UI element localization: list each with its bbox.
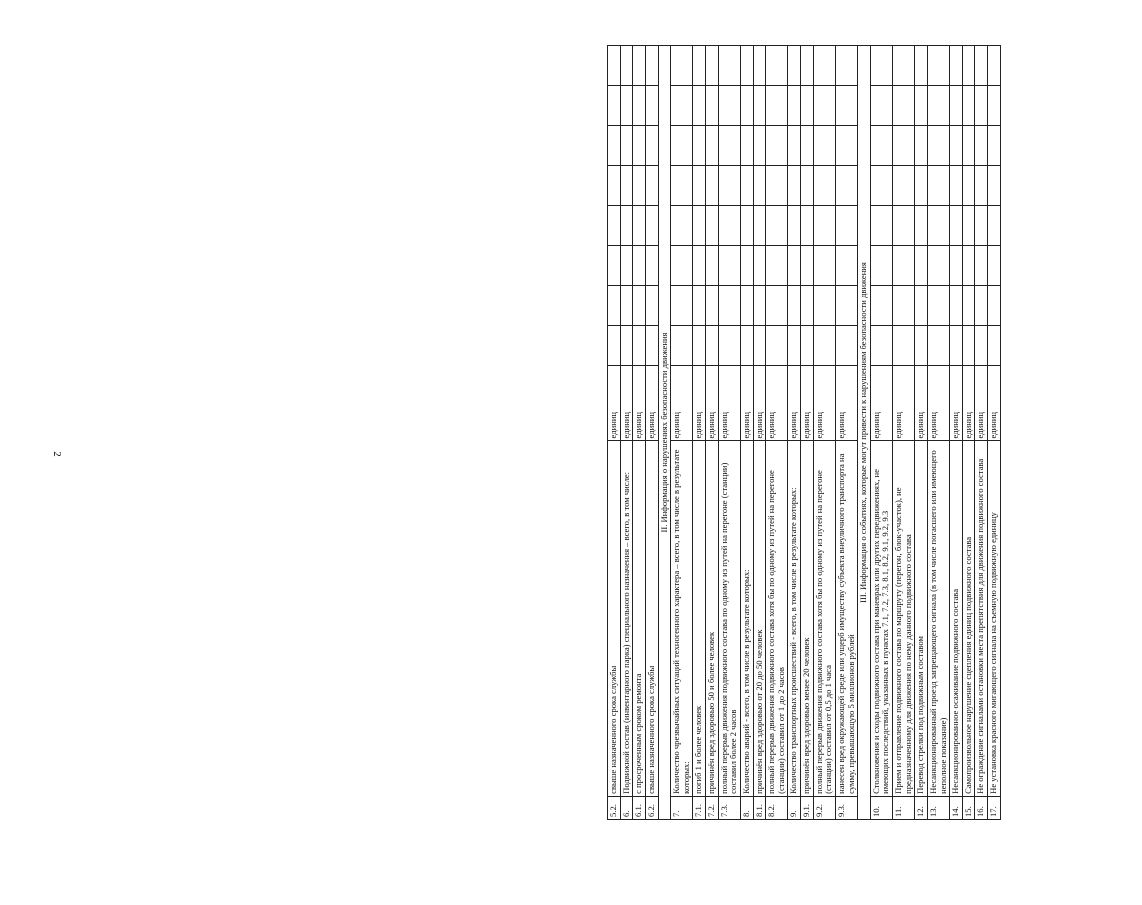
empty-cell [950,46,963,86]
empty-cell [671,285,693,325]
row-number: 9. [788,796,801,819]
row-number: 15. [962,796,975,819]
empty-cell [671,205,693,245]
empty-cell [753,126,766,166]
empty-cell [740,285,753,325]
empty-cell [835,205,857,245]
empty-cell [950,285,963,325]
empty-cell [620,165,633,205]
empty-cell [671,325,693,365]
table-row [988,46,1001,820]
table-row [975,46,988,820]
empty-cell [693,86,706,126]
rotated-table-page [607,45,1142,820]
empty-cell [718,285,740,325]
empty-cell [620,245,633,285]
row-unit: единиц [766,365,788,441]
row-number: 13. [927,796,949,819]
empty-cell [608,325,621,365]
empty-cell [766,285,788,325]
empty-cell [645,46,658,86]
empty-cell [962,325,975,365]
empty-cell [950,325,963,365]
row-number: 7. [671,796,693,819]
row-number: 5.2. [608,796,621,819]
row-number: 8. [740,796,753,819]
empty-cell [813,245,835,285]
row-number: 11. [893,796,915,819]
empty-cell [620,205,633,245]
table-row [915,46,928,820]
empty-cell [835,245,857,285]
row-number: 9.3. [835,796,857,819]
row-unit: единиц [870,365,892,441]
empty-cell [915,165,928,205]
row-name: Несанкционированный проезд запрещающего сигнала (в том числе погасшего или имеющего неполное показание) [927,441,949,796]
row-unit: единиц [915,365,928,441]
empty-cell [988,165,1001,205]
row-name: свыше назначенного срока службы [645,441,658,796]
empty-cell [620,285,633,325]
row-number: 6.2. [645,796,658,819]
empty-cell [915,46,928,86]
empty-cell [766,86,788,126]
empty-cell [753,325,766,365]
empty-cell [835,165,857,205]
row-number: 8.1. [753,796,766,819]
empty-cell [706,165,719,205]
table-row [671,46,693,820]
table-row [927,46,949,820]
empty-cell [950,165,963,205]
empty-cell [645,86,658,126]
empty-cell [988,325,1001,365]
empty-cell [975,245,988,285]
empty-cell [718,245,740,285]
empty-cell [693,325,706,365]
row-name: Самопроизвольное нарушение сцепления единиц подвижного состава [962,441,975,796]
empty-cell [962,126,975,166]
empty-cell [706,285,719,325]
row-unit: единиц [962,365,975,441]
empty-cell [813,126,835,166]
row-unit: единиц [620,365,633,441]
empty-cell [788,285,801,325]
empty-cell [813,165,835,205]
row-number: 14. [950,796,963,819]
row-number: 8.2. [766,796,788,819]
empty-cell [633,126,646,166]
empty-cell [693,126,706,166]
empty-cell [962,205,975,245]
empty-cell [950,126,963,166]
row-unit: единиц [693,365,706,441]
empty-cell [608,46,621,86]
empty-cell [645,325,658,365]
empty-cell [893,325,915,365]
table-row [788,46,801,820]
empty-cell [633,325,646,365]
table-row [608,46,621,820]
empty-cell [975,325,988,365]
row-name: Количество чрезвычайных ситуаций техногенного характера – всего, в том числе в результате которых: [671,441,693,796]
empty-cell [740,205,753,245]
empty-cell [950,86,963,126]
empty-cell [813,205,835,245]
row-name: нанесен вред окружающей среде или ущерб имуществу субъекта внеуличного транспорта на сумму, превышающую 5 миллионов рублей [835,441,857,796]
empty-cell [975,285,988,325]
row-name: Не установка красного мигающего сигнала на съемную подвижную единицу [988,441,1001,796]
empty-cell [962,86,975,126]
empty-cell [633,205,646,245]
empty-cell [693,165,706,205]
empty-cell [915,205,928,245]
section-title: II. Информация о нарушениях безопасности движения [658,46,671,820]
empty-cell [608,245,621,285]
empty-cell [766,165,788,205]
empty-cell [893,126,915,166]
page-number: 2 [50,451,63,457]
empty-cell [962,285,975,325]
row-name: свыше назначенного срока службы [608,441,621,796]
empty-cell [718,126,740,166]
table-row [962,46,975,820]
row-number: 9.1. [801,796,814,819]
empty-cell [718,325,740,365]
empty-cell [870,245,892,285]
empty-cell [988,86,1001,126]
empty-cell [633,165,646,205]
empty-cell [740,165,753,205]
row-unit: единиц [671,365,693,441]
row-number: 16. [975,796,988,819]
empty-cell [870,285,892,325]
empty-cell [801,205,814,245]
empty-cell [706,325,719,365]
row-name: Прием и отправление подвижного состава по маршруту (перегон, блок-участок), не предназначенному для движения по нему данного подвижного состава [893,441,915,796]
empty-cell [740,86,753,126]
row-name: причинён вред здоровью менее 20 человек [801,441,814,796]
table-row [740,46,753,820]
row-name: полный перерыв движения подвижного состава хотя бы по одному из путей на перегоне (станции) составил от 1 до 2 часов [766,441,788,796]
empty-cell [975,205,988,245]
section-header-row [858,46,871,820]
empty-cell [706,205,719,245]
empty-cell [718,46,740,86]
empty-cell [788,325,801,365]
table-row [801,46,814,820]
empty-cell [753,86,766,126]
empty-cell [620,86,633,126]
empty-cell [915,325,928,365]
row-number: 10. [870,796,892,819]
empty-cell [962,46,975,86]
empty-cell [706,245,719,285]
empty-cell [645,205,658,245]
empty-cell [608,285,621,325]
empty-cell [608,86,621,126]
empty-cell [608,126,621,166]
empty-cell [801,245,814,285]
empty-cell [927,46,949,86]
empty-cell [718,165,740,205]
empty-cell [633,46,646,86]
row-name: Не ограждение сигналами остановки места препятствия для движения подвижного состава [975,441,988,796]
row-number: 9.2. [813,796,835,819]
empty-cell [870,46,892,86]
empty-cell [801,126,814,166]
empty-cell [671,126,693,166]
row-name: погиб 1 и более человек [693,441,706,796]
empty-cell [915,126,928,166]
row-unit: единиц [753,365,766,441]
empty-cell [693,285,706,325]
row-number: 7.2. [706,796,719,819]
row-name: Столкновения и сходы подвижного состава при маневрах или других передвижениях, не имеющих последствий, указанных в пунктах 7.1, 7.2, 7.3, 8.1, 8.2, 9.1, 9.2, 9.3 [870,441,892,796]
empty-cell [915,285,928,325]
row-name: причинён вред здоровью 50 и более человек [706,441,719,796]
empty-cell [608,165,621,205]
empty-cell [718,205,740,245]
empty-cell [988,126,1001,166]
empty-cell [706,126,719,166]
empty-cell [633,245,646,285]
empty-cell [706,46,719,86]
empty-cell [835,126,857,166]
empty-cell [870,325,892,365]
empty-cell [788,126,801,166]
empty-cell [645,165,658,205]
empty-cell [927,205,949,245]
empty-cell [633,86,646,126]
row-unit: единиц [788,365,801,441]
empty-cell [893,245,915,285]
empty-cell [671,245,693,285]
row-number: 17. [988,796,1001,819]
row-number: 7.1. [693,796,706,819]
empty-cell [927,165,949,205]
empty-cell [950,245,963,285]
empty-cell [608,205,621,245]
empty-cell [988,285,1001,325]
empty-cell [788,205,801,245]
row-unit: единиц [718,365,740,441]
empty-cell [645,245,658,285]
table-row [693,46,706,820]
table-row [645,46,658,820]
empty-cell [927,325,949,365]
row-number: 6. [620,796,633,819]
row-name: Перевод стрелки под подвижным составом [915,441,928,796]
row-unit: единиц [801,365,814,441]
empty-cell [620,46,633,86]
empty-cell [988,205,1001,245]
empty-cell [740,126,753,166]
table-row [893,46,915,820]
empty-cell [766,205,788,245]
row-unit: единиц [835,365,857,441]
empty-cell [671,86,693,126]
empty-cell [915,245,928,285]
table-row [870,46,892,820]
empty-cell [788,86,801,126]
empty-cell [870,165,892,205]
empty-cell [927,126,949,166]
table-row [718,46,740,820]
empty-cell [693,205,706,245]
empty-cell [893,205,915,245]
row-number: 7.3. [718,796,740,819]
empty-cell [753,165,766,205]
empty-cell [813,285,835,325]
empty-cell [813,325,835,365]
row-name: Несанкционированное осаживание подвижного состава [950,441,963,796]
report-table [607,45,1001,820]
row-number: 6.1. [633,796,646,819]
row-unit: единиц [950,365,963,441]
empty-cell [766,126,788,166]
empty-cell [950,205,963,245]
empty-cell [766,46,788,86]
row-unit: единиц [740,365,753,441]
empty-cell [766,325,788,365]
empty-cell [988,46,1001,86]
table-row [813,46,835,820]
empty-cell [813,86,835,126]
empty-cell [927,86,949,126]
empty-cell [870,126,892,166]
row-number: 12. [915,796,928,819]
empty-cell [835,325,857,365]
empty-cell [633,285,646,325]
table-row [835,46,857,820]
empty-cell [835,86,857,126]
empty-cell [927,245,949,285]
empty-cell [915,86,928,126]
row-unit: единиц [927,365,949,441]
table-row [706,46,719,820]
empty-cell [801,325,814,365]
empty-cell [813,46,835,86]
empty-cell [975,165,988,205]
empty-cell [975,126,988,166]
row-name: Количество аварий - всего, в том числе в результате которых: [740,441,753,796]
empty-cell [801,46,814,86]
empty-cell [988,245,1001,285]
row-name: Подвижной состав (инвентарного парка) специального назначения – всего, в том числе: [620,441,633,796]
row-unit: единиц [975,365,988,441]
empty-cell [893,46,915,86]
empty-cell [893,285,915,325]
empty-cell [893,86,915,126]
empty-cell [753,46,766,86]
empty-cell [788,46,801,86]
empty-cell [975,46,988,86]
report-table-body [608,46,1001,820]
row-unit: единиц [706,365,719,441]
row-name: полный перерыв движения подвижного состава по одному из путей на перегоне (станции) составил более 2 часов [718,441,740,796]
empty-cell [788,165,801,205]
empty-cell [740,245,753,285]
empty-cell [835,46,857,86]
table-row [753,46,766,820]
table-row [950,46,963,820]
row-unit: единиц [633,365,646,441]
empty-cell [870,205,892,245]
empty-cell [870,86,892,126]
empty-cell [671,165,693,205]
row-name: с просроченным сроком ремонта [633,441,646,796]
empty-cell [645,285,658,325]
empty-cell [753,205,766,245]
empty-cell [927,285,949,325]
empty-cell [801,165,814,205]
row-unit: единиц [893,365,915,441]
table-row [620,46,633,820]
empty-cell [671,46,693,86]
empty-cell [753,245,766,285]
empty-cell [753,285,766,325]
empty-cell [788,245,801,285]
empty-cell [693,245,706,285]
empty-cell [766,245,788,285]
empty-cell [801,285,814,325]
row-unit: единиц [988,365,1001,441]
row-unit: единиц [813,365,835,441]
empty-cell [740,325,753,365]
section-title: III. Информация о событиях, которые могут привести к нарушениям безопасности движения [858,46,871,820]
empty-cell [835,285,857,325]
empty-cell [706,86,719,126]
empty-cell [975,86,988,126]
empty-cell [693,46,706,86]
table-row [766,46,788,820]
empty-cell [620,126,633,166]
empty-cell [740,46,753,86]
row-name: Количество транспортных происшествий - всего, в том числе в результате которых: [788,441,801,796]
section-header-row [658,46,671,820]
table-row [633,46,646,820]
empty-cell [645,126,658,166]
empty-cell [962,165,975,205]
row-name: полный перерыв движения подвижного состава хотя бы по одному из путей на перегоне (станции) составил от 0,5 до 1 часа [813,441,835,796]
empty-cell [893,165,915,205]
row-unit: единиц [608,365,621,441]
empty-cell [801,86,814,126]
empty-cell [620,325,633,365]
row-name: причинён вред здоровью от 20 до 50 человек [753,441,766,796]
empty-cell [962,245,975,285]
row-unit: единиц [645,365,658,441]
empty-cell [718,86,740,126]
